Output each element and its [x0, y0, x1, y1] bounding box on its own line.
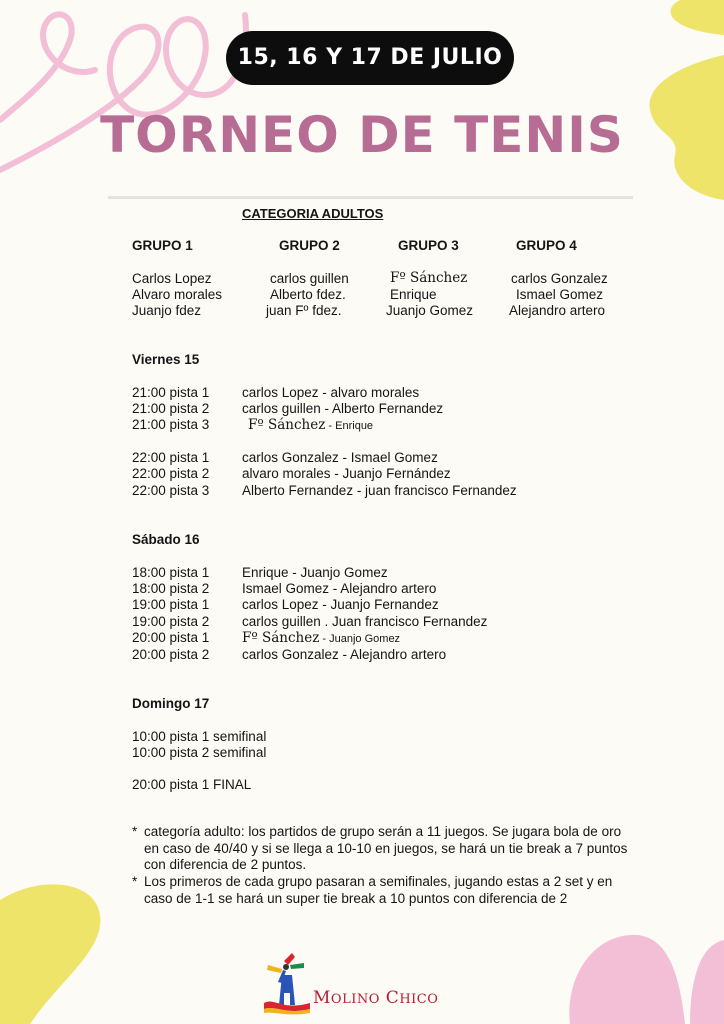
group-player: Alejandro artero	[509, 303, 606, 318]
rules-note	[132, 874, 632, 907]
match-players: Alberto Fernandez - juan francisco Fernandez	[242, 483, 517, 498]
match-time: 19:00 pista 2	[132, 614, 210, 629]
dates-badge: 15, 16 Y 17 DE JULIO	[226, 31, 514, 85]
match-players: carlos Gonzalez - Ismael Gomez	[242, 450, 438, 465]
group-4-heading: GRUPO 4	[516, 238, 577, 253]
group-player: Juanjo Gomez	[386, 303, 474, 318]
match-players: alvaro morales - Juanjo Fernández	[242, 466, 451, 481]
decor-pink-bottom-right	[560, 920, 724, 1024]
brand-word: OLINO	[330, 992, 380, 1007]
match-players: Enrique - Juanjo Gomez	[242, 565, 388, 580]
group-player: Alberto fdez.	[270, 287, 346, 302]
match-time: 22:00 pista 3	[132, 483, 210, 498]
match-players: carlos guillen - Alberto Fernandez	[242, 401, 444, 416]
group-player: Fº Sánchez	[390, 270, 468, 286]
match-time: 21:00 pista 1	[132, 385, 210, 400]
group-3-heading: GRUPO 3	[398, 238, 459, 253]
page-title: TORNEO DE TENIS	[100, 106, 624, 164]
group-player: carlos guillen	[270, 271, 349, 286]
note-text: categoría adulto: los partidos de grupo serán a 11 juegos. Se jugara bola de oro en caso de 40/40 y si se llega a 10-10 en juegos, se hará un tie break a 7 puntos con diferencia de 2 puntos.	[144, 824, 628, 872]
note-text: Los primeros de cada grupo pasaran a semifinales, jugando estas a 2 set y en caso de 1-1 se hará un super tie break a 10 puntos con diferencia de 2	[144, 874, 613, 906]
match-players: Ismael Gomez - Alejandro artero	[242, 581, 437, 596]
document-top-edge	[108, 196, 633, 199]
group-player: Carlos Lopez	[132, 271, 212, 286]
day-heading-domingo: Domingo 17	[132, 696, 210, 711]
match-time: 22:00 pista 2	[132, 466, 210, 481]
match-time: 18:00 pista 2	[132, 581, 210, 596]
group-player: Enrique	[390, 287, 437, 302]
match-players	[242, 630, 400, 646]
group-player: carlos Gonzalez	[511, 271, 608, 286]
match-players: carlos guillen . Juan francisco Fernandez	[242, 614, 488, 629]
category-heading: CATEGORIA ADULTOS	[242, 206, 384, 221]
decor-yellow-bottom-left	[0, 870, 110, 1024]
match-player-a: Fº Sánchez	[248, 417, 326, 433]
match-time: 10:00 pista 2 semifinal	[132, 745, 267, 760]
match-time: 21:00 pista 2	[132, 401, 210, 416]
match-time: 20:00 pista 1 FINAL	[132, 777, 252, 792]
group-1-heading: GRUPO 1	[132, 238, 193, 253]
group-player: Ismael Gomez	[516, 287, 604, 302]
note-bullet: *	[132, 824, 138, 839]
match-players: carlos Lopez - alvaro morales	[242, 385, 420, 400]
match-player-b: - Enrique	[325, 420, 374, 432]
brand-initial: M	[313, 988, 331, 1008]
match-time: 19:00 pista 1	[132, 597, 210, 612]
match-players: carlos Lopez - Juanjo Fernandez	[242, 597, 439, 612]
match-players: carlos Gonzalez - Alejandro artero	[242, 647, 447, 662]
match-player-b: - Juanjo Gomez	[319, 633, 401, 645]
day-heading-sabado: Sábado 16	[132, 532, 200, 547]
group-player: Alvaro morales	[132, 287, 223, 302]
match-time: 20:00 pista 2	[132, 647, 210, 662]
match-time: 20:00 pista 1	[132, 630, 210, 645]
match-time: 22:00 pista 1	[132, 450, 210, 465]
group-player: Juanjo fdez	[132, 303, 202, 318]
decor-yellow-top-right	[620, 0, 724, 210]
brand-initial: C	[385, 988, 400, 1008]
molino-chico-logo-icon	[262, 953, 312, 1015]
group-2-heading: GRUPO 2	[279, 238, 340, 253]
day-heading-viernes: Viernes 15	[132, 352, 200, 367]
rules-note	[132, 824, 632, 874]
match-time: 10:00 pista 1 semifinal	[132, 729, 267, 744]
match-player-a: Fº Sánchez	[242, 630, 320, 646]
match-time: 18:00 pista 1	[132, 565, 210, 580]
match-players	[248, 417, 373, 433]
note-bullet: *	[132, 874, 138, 889]
brand-name	[313, 988, 438, 1008]
group-player: juan Fº fdez.	[266, 303, 342, 318]
brand-word: HICO	[399, 992, 439, 1007]
match-time: 21:00 pista 3	[132, 417, 210, 432]
